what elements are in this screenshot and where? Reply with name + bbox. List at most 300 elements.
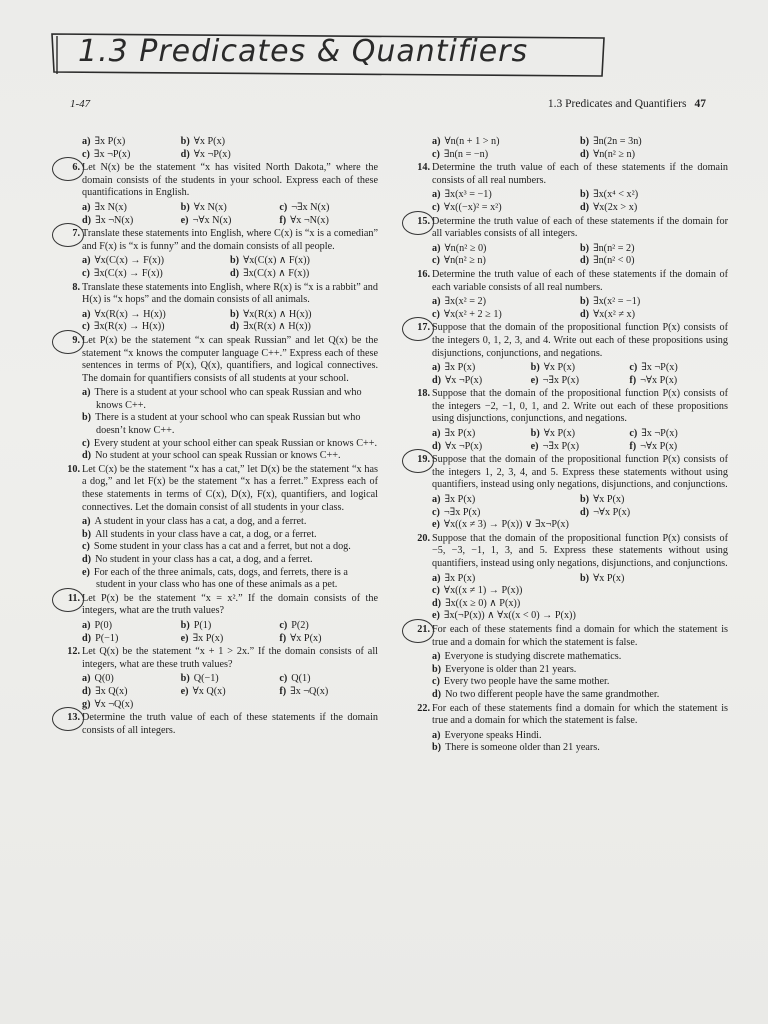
exercise-part [432, 441, 531, 454]
part-text: ∀x ¬P(x) [193, 148, 231, 160]
exercise-part [580, 610, 728, 623]
part-text: There is a student at your school who can speak Russian and who knows C++. [94, 387, 362, 411]
exercise-statement [410, 269, 728, 294]
part-label: a) [432, 136, 441, 147]
part-text: P(−1) [95, 632, 119, 644]
exercise-part [629, 428, 728, 441]
exercise-part [629, 375, 728, 388]
exercise-text: Determine the truth value of each of these statements if the domain of each variable consists of all real numbers. [432, 268, 728, 293]
part-label: f) [629, 374, 637, 386]
exercise-part [82, 309, 230, 322]
part-text: ∀x P(x) [290, 632, 322, 644]
exercise-part [82, 633, 181, 646]
exercise [60, 712, 378, 737]
exercise-number: 10. [67, 463, 80, 475]
exercise-part [432, 189, 580, 202]
exercise [60, 593, 378, 645]
exercise-part [580, 296, 728, 309]
exercise-part [279, 673, 378, 686]
exercise-part [181, 673, 280, 686]
part-label: c) [629, 362, 638, 374]
exercise-part [82, 136, 181, 149]
exercise-part [82, 438, 378, 451]
part-label: a) [82, 308, 91, 320]
exercise-parts [432, 136, 728, 161]
exercise-part [432, 598, 580, 611]
exercise [410, 136, 728, 161]
part-label: b) [82, 412, 92, 424]
part-text: ∀x((−x)² = x²) [443, 201, 502, 213]
part-text: ∃x N(x) [94, 201, 127, 213]
running-header [548, 98, 706, 110]
part-text: ∀x(C(x) ∧ F(x)) [243, 255, 310, 267]
exercise-parts [432, 494, 728, 532]
part-label: d) [580, 201, 590, 213]
part-label: d) [82, 214, 92, 226]
part-label: d) [580, 308, 590, 320]
part-label: b) [580, 242, 590, 254]
part-label: a) [82, 387, 91, 399]
part-text: ∃x(x⁴ < x²) [593, 189, 639, 201]
exercise-part [432, 149, 580, 162]
exercise-statement [410, 454, 728, 492]
exercise-text: Determine the truth value of each of these statements if the domain for all variables consists of all integers. [432, 215, 728, 240]
part-text: ∀x(x² ≠ x) [593, 308, 636, 320]
part-text: ∃x P(x) [444, 494, 476, 506]
exercise-parts [82, 309, 378, 334]
part-text: ∀x Q(x) [192, 685, 226, 697]
exercise-part [432, 689, 728, 702]
part-text: ∀x(R(x) ∧ H(x)) [243, 308, 312, 320]
part-text: ∃x((x ≥ 0) ∧ P(x)) [445, 597, 521, 609]
exercise-text: Let P(x) be the statement “x can speak Russian” and let Q(x) be the statement “x knows the computer language C++.” Express each of these sentences in terms of P(x), Q(x), quantifiers, and logical connectives. The domain for quantifiers consists of all students at your school. [82, 334, 378, 384]
part-text: ¬∀x P(x) [593, 506, 631, 518]
part-text: No student in your class has a cat, a dog, and a ferret. [95, 554, 313, 565]
part-text: For each of the three animals, cats, dogs, and ferrets, there is a student in your class who has one of these animals as a pet. [93, 566, 348, 591]
exercise-part [432, 243, 580, 256]
part-label: e) [180, 632, 189, 644]
exercise-parts [82, 387, 378, 463]
exercise-text: Let N(x) be the statement “x has visited North Dakota,” where the domain consists of the students in your school. Express each of these quantifications in English. [82, 162, 378, 199]
part-text: ∃x ¬N(x) [95, 214, 134, 226]
exercise-part [181, 149, 280, 162]
part-text: ∃x ¬Q(x) [290, 685, 329, 697]
exercise-part [181, 215, 280, 228]
exercise-part [181, 136, 280, 149]
part-label: b) [530, 362, 540, 374]
part-text: ∃n(n² < 0) [593, 255, 635, 267]
exercise-part [432, 585, 580, 598]
part-label: c) [82, 541, 90, 553]
part-label: b) [180, 136, 190, 147]
exercise-statement [410, 388, 728, 426]
exercise-part [432, 742, 728, 755]
part-label: b) [580, 494, 590, 506]
exercise-part [432, 664, 728, 677]
exercise-part [580, 519, 728, 532]
part-text: ∀x(x² + 2 ≥ 1) [443, 308, 502, 320]
part-text: ¬∃x P(x) [542, 440, 580, 452]
part-text: ∃x P(x) [444, 362, 476, 374]
exercise-part [432, 676, 728, 689]
part-label: e) [530, 440, 539, 452]
exercise [410, 322, 728, 387]
exercise-part [181, 202, 280, 215]
exercise-part [82, 567, 378, 592]
exercise-parts [82, 202, 378, 227]
part-text: ∀x P(x) [543, 362, 576, 374]
exercise-part [580, 598, 728, 611]
part-label: c) [279, 673, 288, 685]
part-text: ∀n(n² ≥ n) [593, 148, 636, 160]
exercise-text: Translate these statements into English, where R(x) is “x is a rabbit” and H(x) is “x hops” and the domain consists of all animals. [82, 281, 378, 306]
exercise-part [432, 136, 580, 149]
part-text: ∀x ¬N(x) [290, 214, 329, 226]
part-label: d) [82, 450, 92, 462]
part-text: ¬∃x P(x) [443, 506, 481, 518]
part-text: ¬∀x P(x) [640, 374, 678, 386]
exercise [60, 282, 378, 334]
exercise [410, 388, 728, 453]
exercise-text: Suppose that the domain of the propositional function P(x) consists of the integers 0, 1, 2, 3, and 4. Write out each of these propositions using disjunctions, conjunctions, and negations. [432, 322, 728, 359]
part-text: ∃x Q(x) [95, 685, 128, 697]
exercise-part [580, 573, 728, 586]
exercise-part [82, 149, 181, 162]
exercise [410, 269, 728, 321]
part-label: e) [180, 685, 189, 697]
part-label: d) [82, 632, 92, 644]
exercise-part [432, 375, 531, 388]
exercise-statement [60, 282, 378, 307]
part-label: a) [82, 516, 91, 528]
part-label: d) [432, 440, 442, 452]
part-label: e) [82, 566, 90, 578]
part-text: P(0) [94, 619, 113, 631]
exercise-statement [60, 593, 378, 618]
part-label: b) [530, 428, 540, 440]
part-text: ∃x(x² = −1) [593, 296, 641, 308]
part-label: b) [230, 308, 240, 320]
part-label: a) [82, 619, 91, 631]
part-label: d) [230, 321, 240, 333]
exercise-part [279, 136, 378, 149]
exercise-text: For each of these statements find a domain for which the statement is true and a domain for which the statement is false. [432, 702, 728, 727]
exercise-statement [60, 646, 378, 671]
part-text: ∃x(x³ = −1) [444, 189, 492, 201]
exercise-part [279, 633, 378, 646]
part-label: c) [279, 619, 288, 631]
part-text: ∃x(C(x) ∧ F(x)) [243, 267, 310, 279]
part-label: a) [432, 494, 441, 506]
part-label: f) [279, 685, 287, 697]
exercise [60, 162, 378, 227]
part-label: d) [580, 255, 590, 267]
exercise-text: Let C(x) be the statement “x has a cat,” let D(x) be the statement “x has a dog,” and let F(x) be the statement “x has a ferret.” Express each of these statements in terms of C(x), D(x), F(x), quantifiers, and logical connectives. Let the domain consist of all students in your class. [82, 463, 378, 513]
exercise-part [432, 362, 531, 375]
part-text: Q(0) [94, 673, 114, 685]
exercise-parts [432, 243, 728, 268]
exercise-part [230, 255, 378, 268]
exercise-statement [60, 335, 378, 385]
exercise-part [580, 189, 728, 202]
exercise-statement [410, 533, 728, 571]
exercise-parts [432, 730, 728, 755]
exercise-part [230, 309, 378, 322]
part-label: a) [82, 673, 91, 685]
part-text: ¬∀x N(x) [192, 214, 232, 226]
exercise-part [580, 202, 728, 215]
part-label: e) [530, 374, 539, 386]
part-label: b) [180, 201, 190, 213]
part-text: ∀x((x ≠ 1) → P(x)) [443, 585, 523, 597]
exercise-part [82, 686, 181, 699]
part-text: ∃x(¬P(x)) ∧ ∀x((x < 0) → P(x)) [443, 610, 576, 622]
part-label: b) [180, 673, 190, 685]
part-label: b) [432, 663, 442, 675]
left-column [60, 135, 378, 739]
exercise-part [432, 730, 728, 743]
handwritten-title: 1.3 Predicates & Quantifiers [78, 34, 529, 69]
exercise-part [82, 516, 378, 529]
exercise-number: 16. [417, 268, 430, 280]
part-label: d) [432, 374, 442, 386]
exercise-parts [82, 136, 378, 161]
part-text: ∃x ¬P(x) [641, 362, 678, 374]
exercise-number: 18. [417, 388, 430, 400]
part-text: Q(1) [291, 673, 311, 685]
exercise-part [629, 441, 728, 454]
exercise-text: Translate these statements into English, where C(x) is “x is a comedian” and F(x) is “x is funny” and the domain consists of all people. [82, 228, 378, 252]
part-text: No two different people have the same grandmother. [445, 688, 660, 700]
part-label: a) [432, 296, 441, 308]
part-text: ∀x(R(x) → H(x)) [94, 308, 166, 320]
exercise-part [432, 296, 580, 309]
part-label: a) [432, 729, 441, 741]
exercise [410, 703, 728, 755]
exercise-part [531, 375, 630, 388]
exercise-statement [60, 464, 378, 514]
exercise-part [82, 450, 378, 463]
part-text: ∃x(R(x) ∧ H(x)) [243, 321, 311, 333]
part-label: a) [82, 201, 91, 213]
part-text: A student in your class has a cat, a dog, and a ferret. [94, 516, 307, 528]
part-text: ∃x ¬P(x) [93, 148, 131, 160]
part-label: a) [432, 189, 441, 201]
part-label: c) [432, 255, 440, 267]
part-text: ¬∀x P(x) [640, 440, 678, 452]
exercise-text: Suppose that the domain of the propositional function P(x) consists of the integers 1, 2, 3, 4, and 5. Express these statements without using quantifiers, instead using only negations, disjunctions, and conjunctions. [432, 454, 728, 491]
circled-exercise-number: 11. [60, 593, 80, 606]
part-text: ∃n(2n = 3n) [593, 136, 642, 147]
exercise-part [432, 610, 580, 623]
exercise-statement [410, 216, 728, 241]
exercise-part [279, 202, 378, 215]
exercise-part [82, 387, 378, 412]
page-reference: 1-47 [70, 98, 91, 110]
exercise-parts [432, 428, 728, 453]
exercise [60, 646, 378, 711]
part-text: P(1) [193, 619, 212, 631]
exercise-part [82, 529, 378, 542]
part-label: a) [432, 428, 441, 440]
part-text: ∃x P(x) [444, 428, 476, 440]
exercise-number: 14. [417, 162, 430, 174]
circled-exercise-number: 21. [410, 624, 430, 637]
part-label: c) [432, 676, 440, 688]
part-label: c) [432, 506, 440, 518]
exercise-parts [432, 651, 728, 701]
exercise-text: Let P(x) be the statement “x = x².” If the domain consists of the integers, what are the truth values? [82, 592, 378, 617]
part-text: There is someone older than 21 years. [445, 742, 600, 754]
circled-exercise-number: 17. [410, 322, 430, 335]
exercise-part [580, 243, 728, 256]
exercise-part [580, 494, 728, 507]
part-text: ∀n(n + 1 > n) [444, 136, 500, 147]
exercise-number: 12. [67, 646, 80, 658]
part-text: ∀x ¬P(x) [445, 440, 483, 452]
part-text: Q(−1) [193, 673, 219, 685]
running-title: 1.3 Predicates and Quantifiers [547, 98, 687, 110]
part-label: b) [230, 255, 240, 267]
part-label: f) [279, 214, 287, 226]
part-text: ∃x P(x) [192, 632, 224, 644]
exercise [410, 162, 728, 214]
exercise-parts [82, 255, 378, 280]
exercise-part [82, 321, 230, 334]
part-text: ∀x P(x) [543, 428, 576, 440]
exercise-text: Suppose that the domain of the propositional function P(x) consists of the integers −2, −1, 0, 1, and 2. Write out each of these propositions using disjunctions, conjunctions, and negations. [432, 388, 728, 425]
part-label: a) [82, 136, 91, 147]
exercise [60, 136, 378, 161]
exercise-part [82, 215, 181, 228]
exercise-part [82, 620, 181, 633]
exercise-part [629, 362, 728, 375]
exercise-part [279, 620, 378, 633]
exercise-number: 20. [417, 532, 430, 544]
part-text: ∀x(2x > x) [593, 201, 638, 213]
part-label: c) [629, 428, 638, 440]
exercise-parts [82, 516, 378, 592]
part-text: ∀x N(x) [193, 201, 227, 213]
part-text: ¬∃x N(x) [291, 201, 330, 213]
exercise-statement [410, 322, 728, 360]
part-label: d) [580, 148, 590, 160]
part-text: There is a student at your school who can speak Russian but who doesn’t know C++. [95, 412, 361, 437]
exercise-part [580, 149, 728, 162]
exercise-part [181, 633, 280, 646]
part-text: Some student in your class has a cat and a ferret, but not a dog. [93, 541, 351, 553]
exercise-part [279, 686, 378, 699]
part-label: a) [432, 242, 441, 254]
part-label: b) [580, 572, 590, 584]
exercise-number: 8. [72, 281, 80, 293]
part-label: e) [432, 519, 440, 531]
exercise-part [432, 507, 580, 520]
exercise-part [432, 494, 580, 507]
exercise [410, 533, 728, 623]
exercise-statement [410, 703, 728, 728]
exercise-text: For each of these statements find a domain for which the statement is true and a domain for which the statement is false. [432, 623, 728, 648]
exercise-part [580, 507, 728, 520]
exercise-part [82, 268, 230, 281]
part-label: a) [82, 255, 91, 267]
exercise-part [181, 620, 280, 633]
exercise-number: 22. [417, 702, 430, 714]
part-label: c) [432, 585, 440, 597]
exercise-part [531, 441, 630, 454]
part-text: ¬∃x P(x) [542, 374, 580, 386]
part-label: d) [82, 554, 92, 565]
part-label: c) [82, 437, 90, 449]
exercise-statement [60, 162, 378, 200]
part-text: ∀n(n² ≥ 0) [444, 242, 487, 254]
exercise-statement [410, 624, 728, 649]
part-text: All students in your class have a cat, a dog, or a ferret. [95, 528, 317, 540]
part-text: P(2) [291, 619, 309, 631]
part-text: ∃x(x² = 2) [444, 296, 486, 308]
exercise-parts [432, 189, 728, 214]
exercise-part [230, 268, 378, 281]
part-text: Everyone speaks Hindi. [444, 729, 542, 741]
part-text: No student at your school can speak Russian or knows C++. [95, 450, 341, 462]
exercise-text: Suppose that the domain of the propositional function P(x) consists of −5, −3, −1, 1, 3, and 5. Express these statements without using quantifiers, instead using only negations, disjunctions, and conjunctions. [432, 532, 728, 569]
exercise-part [181, 686, 280, 699]
exercise-part [230, 321, 378, 334]
exercise-part [82, 412, 378, 437]
exercise-part [580, 136, 728, 149]
part-text: ∃x(C(x) → F(x)) [93, 267, 163, 279]
part-label: a) [432, 572, 441, 584]
part-text: ∀x ¬P(x) [445, 374, 483, 386]
exercise-part [432, 651, 728, 664]
part-text: ∀x P(x) [593, 572, 625, 584]
exercise-part [432, 573, 580, 586]
part-text: ∃x P(x) [94, 136, 126, 147]
part-text: ∀n(n² ≥ n) [443, 255, 486, 267]
part-label: b) [580, 189, 590, 201]
exercise-text: Let Q(x) be the statement “x + 1 > 2x.” If the domain consists of all integers, what are these truth values? [82, 646, 378, 670]
exercise-statement [60, 712, 378, 737]
part-text: Everyone is studying discrete mathematics. [444, 651, 622, 663]
part-label: a) [432, 362, 441, 374]
exercise-parts [82, 673, 378, 711]
part-text: ∀x((x ≠ 3) → P(x)) ∨ ∃x¬P(x) [443, 519, 569, 531]
exercise [60, 335, 378, 463]
exercise [60, 228, 378, 280]
part-label: f) [629, 440, 637, 452]
part-label: d) [432, 688, 442, 700]
part-label: c) [82, 267, 90, 279]
exercise-part [432, 519, 580, 532]
exercise-part [580, 585, 728, 598]
part-text: ∀x(C(x) → F(x)) [94, 255, 165, 267]
part-label: c) [432, 308, 440, 320]
part-label: a) [432, 651, 441, 663]
part-label: g) [82, 698, 91, 710]
exercise-part [82, 202, 181, 215]
part-text: ∀x ¬Q(x) [94, 698, 134, 710]
exercise [60, 464, 378, 592]
part-label: c) [82, 148, 90, 160]
part-label: b) [432, 742, 442, 754]
part-label: b) [82, 528, 92, 540]
part-text: Every two people have the same mother. [443, 676, 610, 688]
part-label: e) [432, 610, 440, 622]
exercise-part [279, 215, 378, 228]
right-column [410, 135, 728, 756]
part-label: e) [180, 214, 189, 226]
exercise [410, 216, 728, 268]
